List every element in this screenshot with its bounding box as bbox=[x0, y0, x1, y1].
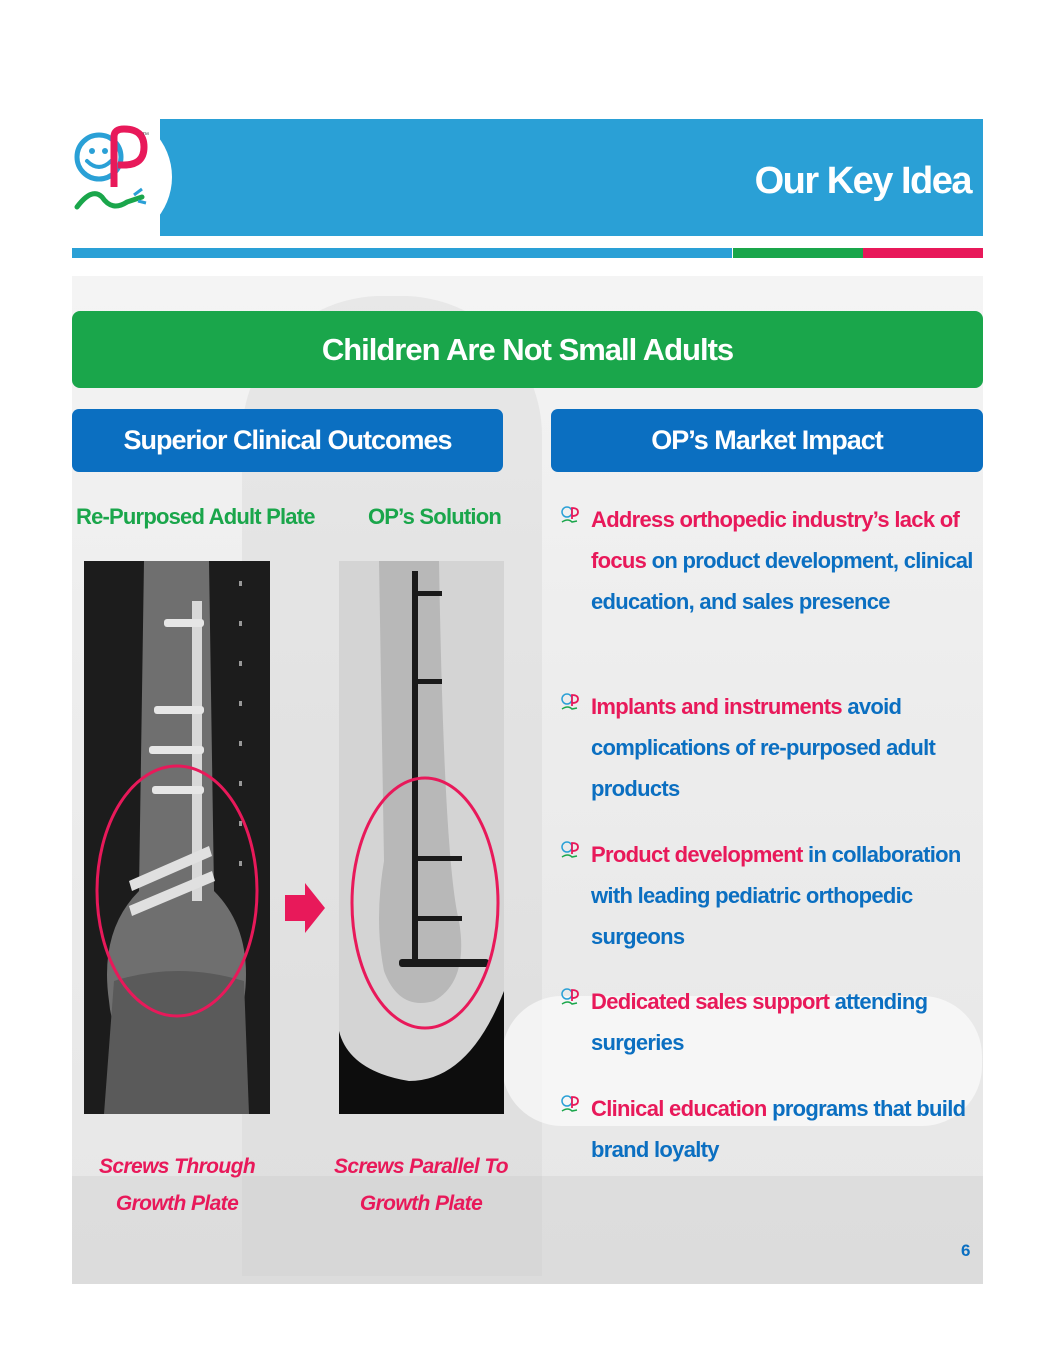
xray-adult-plate-image bbox=[84, 561, 270, 1114]
op-bullet-icon bbox=[560, 692, 580, 714]
right-arrow-icon bbox=[285, 883, 325, 933]
divider-stripe-pink bbox=[863, 248, 983, 258]
caption-line: Screws Through bbox=[98, 1155, 256, 1178]
op-solution-label: OP’s Solution bbox=[368, 504, 502, 529]
bullet-highlight: Product development bbox=[591, 842, 803, 867]
bullet-highlight: Clinical education bbox=[591, 1096, 767, 1121]
bullet-highlight: Address orthopedic industry’s lack of focus bbox=[591, 507, 960, 573]
op-bullet-icon bbox=[560, 505, 580, 527]
key-message-banner: Children Are Not Small Adults bbox=[72, 311, 983, 388]
divider-stripe-blue bbox=[72, 248, 732, 258]
page-number: 6 bbox=[961, 1241, 971, 1260]
op-bullet-icon bbox=[560, 840, 580, 862]
caption-line: Growth Plate bbox=[115, 1192, 239, 1215]
adult-plate-label: Re-Purposed Adult Plate bbox=[76, 504, 315, 529]
page-title: Our Key Idea bbox=[754, 160, 971, 202]
market-impact-heading: OP’s Market Impact bbox=[551, 409, 983, 472]
bullet-text: on product development, clinical education, and sales presence bbox=[591, 548, 973, 614]
caption-line: Screws Parallel To bbox=[333, 1155, 509, 1178]
bullet-text: avoid complications of re-purposed adult products bbox=[591, 694, 936, 801]
bullet-text: attending surgeries bbox=[591, 989, 928, 1055]
bullet-highlight: Dedicated sales support bbox=[591, 989, 830, 1014]
op-bullet-icon bbox=[560, 1094, 580, 1116]
caption-adult-plate bbox=[77, 1148, 277, 1222]
bullet-text: in collaboration with leading pediatric orthopedic surgeons bbox=[591, 842, 961, 949]
caption-op-solution bbox=[321, 1148, 521, 1222]
bullet-text: programs that build brand loyalty bbox=[591, 1096, 966, 1162]
divider-stripe-green bbox=[733, 248, 863, 258]
op-bullet-icon bbox=[560, 987, 580, 1009]
clinical-outcomes-heading: Superior Clinical Outcomes bbox=[72, 409, 503, 472]
op-logo bbox=[72, 117, 152, 237]
xray-op-solution-image bbox=[339, 561, 504, 1114]
caption-line: Growth Plate bbox=[359, 1192, 483, 1215]
trademark-symbol: ™ bbox=[142, 132, 149, 139]
bullet-highlight: Implants and instruments bbox=[591, 694, 842, 719]
